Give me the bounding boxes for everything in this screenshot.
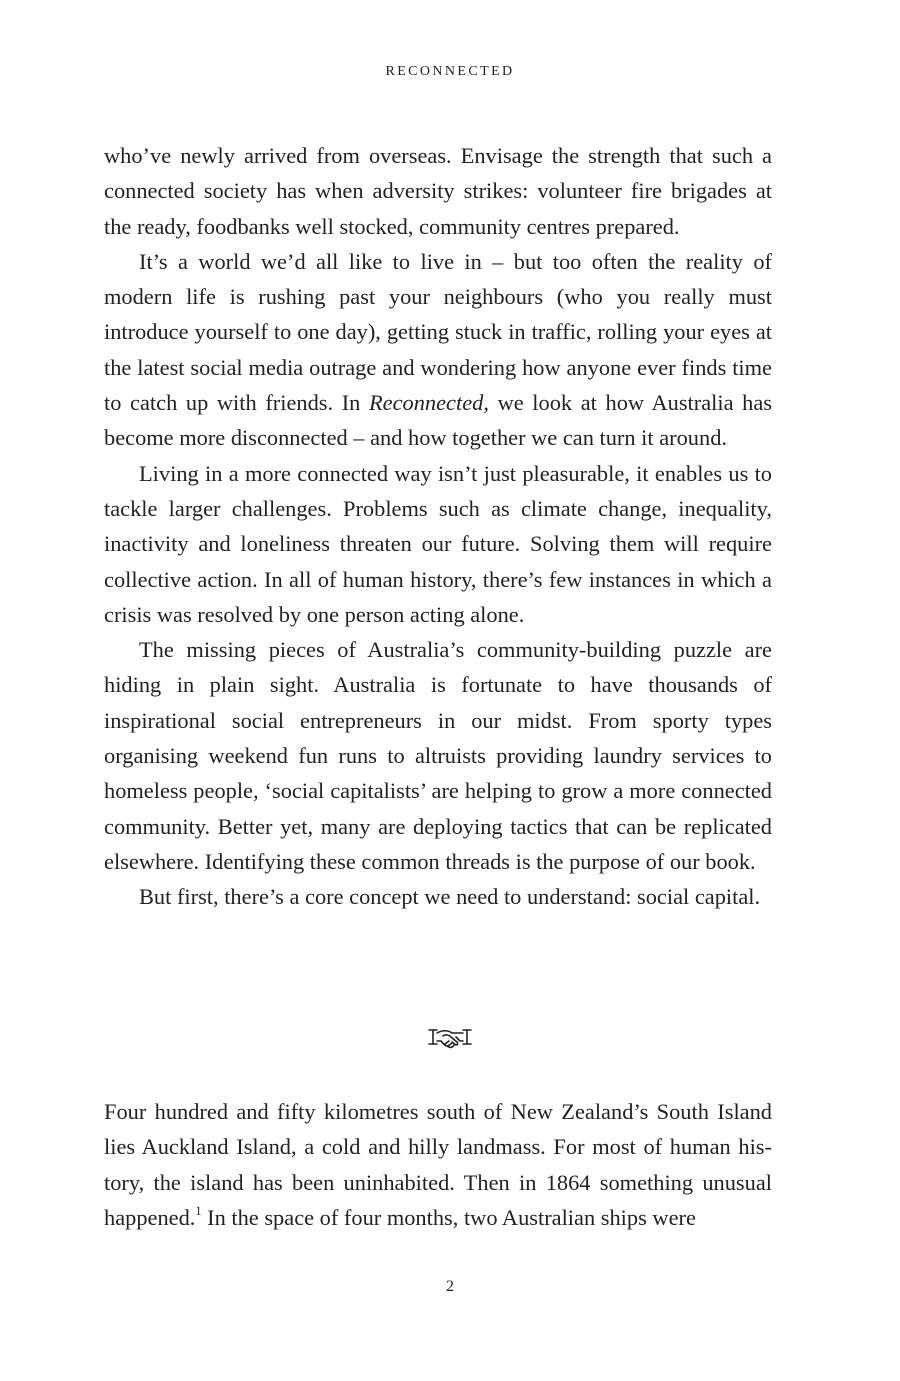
footnote-reference[interactable]: 1: [195, 1204, 202, 1219]
running-head: RECONNECTED: [385, 64, 515, 79]
paragraph-2-start: It’s a world we’d all like to live in – but too often the reality of modern life is rushing past your neighbours (who you really must introduce yourself to one day), getting stuck in traffic, rolling your eyes at the latest social media outrage and wondering how anyone ever finds time to catch up with friends. In: [104, 248, 772, 416]
paragraph-2-end: , we look at how Australia has become more disconnected – and how together we can turn it around.: [104, 390, 772, 451]
paragraph-6-continuation: In the space of four months, two Australian ships were: [201, 1204, 696, 1230]
body-text-before-break: [104, 138, 772, 915]
paragraph-4: The missing pieces of Australia’s community-building puzzle are hiding in plain sight. Australia is fortunate to have thousands of inspirational social entrepreneurs in our midst. From sporty types organising weekend fun runs to altruists providing laundry services to homeless people, ‘social capitalists’ are helping to grow a more connected community. Better yet, many are deploying tactics that can be replicated elsewhere. Identifying these common threads is the purpose of our book.: [104, 637, 772, 874]
section-break: [0, 1024, 900, 1054]
book-title-italic: Reconnected: [368, 390, 484, 416]
paragraph-3: Living in a more connected way isn’t just pleasurable, it enables us to tackle larger challenges. Problems such as climate change, inequality, inactivity and loneliness threaten our future. Solving them will require collective action. In all of human history, there’s few instances in which a crisis was resolved by one person acting alone.: [104, 460, 772, 627]
body-text-after-break: [104, 1094, 772, 1235]
page-number: 2: [446, 1278, 454, 1295]
paragraph-6-start: Four hundred and fifty kilometres south of New Zealand’s South Island lies Auckland Island, a cold and hilly landmass. For most of human history, the island has been uninhabited. Then in 1864 something unusual happened.: [104, 1099, 772, 1230]
paragraph-6: [104, 1094, 772, 1235]
handshake-icon: [426, 1024, 474, 1054]
paragraph-2: [104, 244, 772, 456]
paragraph-1: who’ve newly arrived from overseas. Envisage the strength that such a connected society has when adversity strikes: volunteer fire brigades at the ready, foodbanks well stocked, community centres prepared.: [104, 143, 772, 239]
paragraph-5: But first, there’s a core concept we need to understand: social capital.: [139, 884, 761, 910]
